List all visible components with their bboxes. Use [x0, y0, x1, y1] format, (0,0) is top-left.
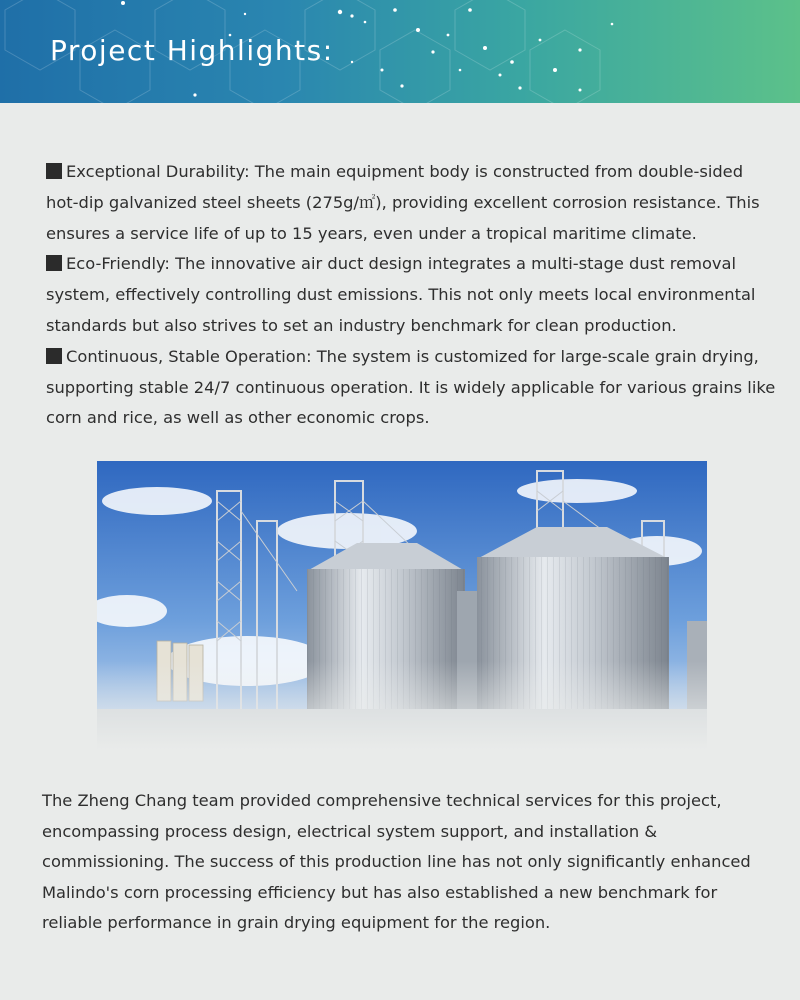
highlights-list: [46, 157, 776, 434]
highlight-durability: [46, 157, 776, 249]
highlight-text: Continuous, Stable Operation: The system is customized for large-scale grain drying, supporting stable 24/7 continuous operation. It is widely applicable for various grains like corn and rice, as well as other economic crops.: [46, 346, 776, 428]
highlight-eco-friendly: [46, 249, 776, 341]
grain-silo-photo: [97, 461, 707, 750]
summary-paragraph: The Zheng Chang team provided comprehensive technical services for this project, encompassing process design, electrical system support, and installation & commissioning. The success of this production line has not only significantly enhanced Malindo's corn processing efficiency but has also established a new benchmark for reliable performance in grain drying equipment for the region.: [42, 791, 751, 933]
highlight-text: Eco-Friendly: The innovative air duct design integrates a multi-stage dust removal system, effectively controlling dust emissions. This not only meets local environmental standards but also strives to set an industry benchmark for clean production.: [46, 254, 756, 335]
square-bullet-icon: [46, 255, 62, 271]
header-banner: [0, 0, 800, 103]
square-bullet-icon: [46, 163, 62, 179]
square-bullet-icon: [46, 348, 62, 364]
highlight-continuous-operation: [46, 342, 776, 434]
page-title: Project Highlights:: [50, 34, 334, 67]
highlight-text: Exceptional Durability: The main equipment body is constructed from double-sided hot-dip galvanized steel sheets (275g/㎡), providing excellent corrosion resistance. This ensures a service life of up to 15 years, even under a tropical maritime climate.: [46, 162, 760, 243]
